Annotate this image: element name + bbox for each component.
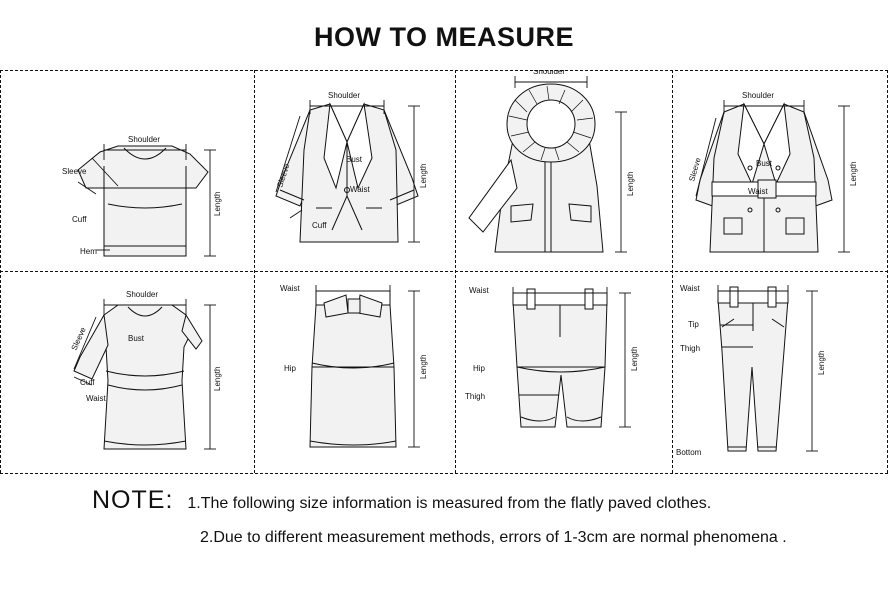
label-waist: Waist [280, 284, 300, 293]
page-title: HOW TO MEASURE [313, 22, 574, 52]
label-hip: Hip [473, 364, 486, 373]
label-waist: Waist [680, 284, 700, 293]
label-bust: Bust [128, 334, 145, 343]
label-shoulder: Shoulder [328, 91, 361, 100]
label-length: Length [419, 354, 428, 379]
note-text-2: 2.Due to different measurement methods, errors of 1-3cm are normal phenomena . [200, 529, 787, 546]
label-length: Length [849, 161, 858, 186]
label-thigh: Thigh [465, 392, 486, 401]
label-thigh: Thigh [680, 344, 701, 353]
garment-cell-trench-coat [672, 70, 887, 271]
garment-cell-fur-hood-coat [455, 70, 672, 271]
label-shoulder: Shoulder [742, 91, 775, 100]
label-waist: Waist [748, 187, 768, 196]
garment-cell-blazer [254, 70, 455, 271]
label-cuff: Cuff [312, 221, 327, 230]
label-cuff: Cuff [72, 215, 87, 224]
label-shoulder: Shoulder [533, 70, 566, 76]
label-bust: Bust [346, 155, 363, 164]
label-sleeve: Sleeve [275, 162, 292, 189]
label-waist: Waist [350, 185, 370, 194]
label-sleeve: Sleeve [69, 325, 88, 352]
garment-cell-t-shirt [0, 70, 254, 271]
label-waist: Waist [469, 286, 489, 295]
garment-cell-skirt [254, 271, 455, 473]
label-hem: Hem [80, 247, 97, 256]
notes-block [0, 486, 888, 547]
label-bust: Bust [756, 159, 773, 168]
label-hip: Hip [284, 364, 297, 373]
label-length: Length [213, 366, 222, 391]
note-line-2 [200, 529, 888, 547]
label-sleeve: Sleeve [62, 167, 87, 176]
label-shoulder: Shoulder [126, 290, 159, 299]
label-length: Length [419, 163, 428, 188]
note-text-1: 1.The following size information is measured from the flatly paved clothes. [187, 495, 712, 512]
label-cuff: Cuff [80, 378, 95, 387]
label-bottom: Bottom [676, 448, 702, 457]
label-shoulder: Shoulder [128, 135, 161, 144]
garment-cell-shorts [455, 271, 672, 473]
note-line-1 [0, 486, 888, 515]
note-label: NOTE: [92, 486, 174, 514]
garment-cell-dress [0, 271, 254, 473]
label-length: Length [817, 350, 826, 375]
label-sleeve: Sleeve [687, 156, 703, 183]
garment-grid [0, 70, 888, 474]
label-waist: Waist [86, 394, 106, 403]
label-length: Length [213, 191, 222, 216]
garment-cell-trousers [672, 271, 887, 473]
grid-divider-bottom [0, 473, 888, 474]
label-tip: Tip [688, 320, 699, 329]
label-length: Length [626, 171, 635, 196]
label-length: Length [630, 346, 639, 371]
